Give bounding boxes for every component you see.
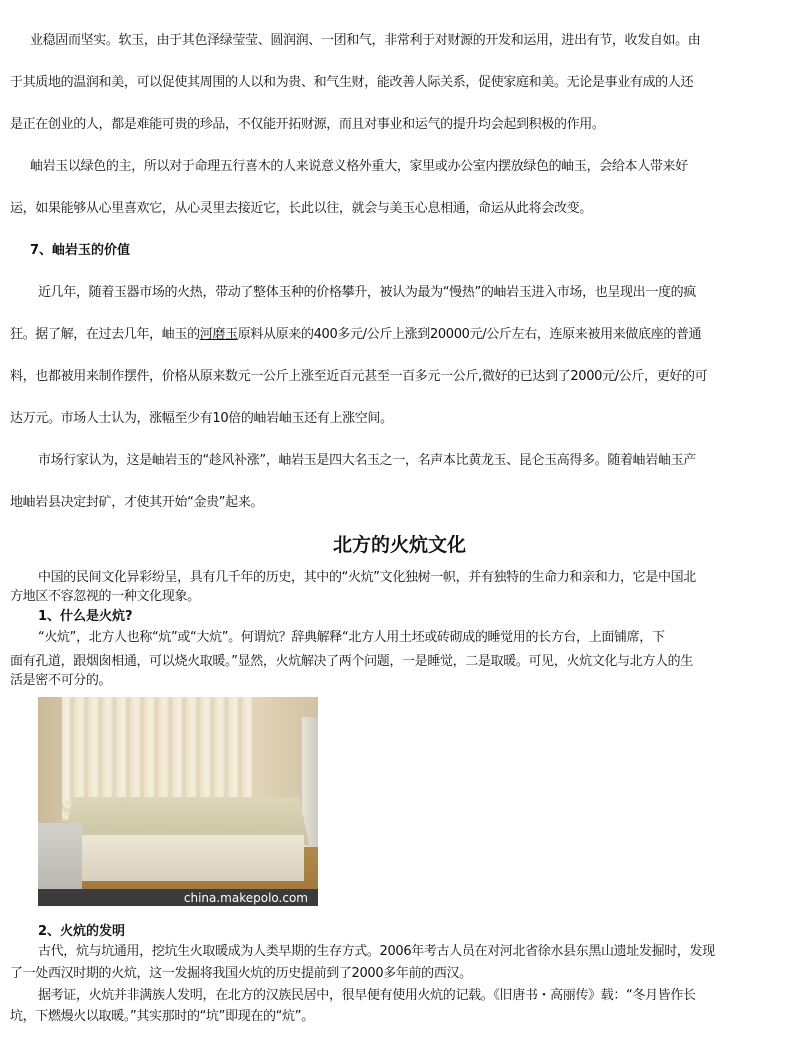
paragraph-line: 中国的民间文化异彩纷呈，具有几千年的历史，其中的“火炕”文化独树一帜，并有独特的生命力和亲和力，它是中国北 — [38, 570, 696, 585]
hemo-jade-link[interactable]: 河磨玉 — [199, 327, 238, 342]
text-segment: 原料从原来的400多元/公斤上涨到20000元/公斤左右，连原来被用来做底座的普通 — [237, 327, 702, 342]
paragraph-line: 坑，下燃熳火以取暖。”其实那时的“坑”即现在的“炕”。 — [10, 1009, 314, 1024]
paragraph-line: 方地区不容忽视的一种文化现象。 — [10, 589, 200, 604]
paragraph-line: “火炕”，北方人也称“炕”或“大炕”。何谓炕？辞典解释“北方人用土坯或砖砌成的睡觉用的长方台，上面铺席，下 — [38, 630, 665, 645]
paragraph-line: 地岫岩县决定封矿，才使其开始“金贵”起来。 — [10, 495, 264, 510]
photo-watermark: china.makepolo.com — [183, 891, 308, 905]
text-segment: 狂。据了解，在过去几年，岫玉的 — [10, 327, 200, 342]
paragraph-line: 近几年，随着玉器市场的火热，带动了整体玉种的价格攀升，被认为最为“慢热”的岫岩玉进入市场，也呈现出一度的疯 — [38, 285, 696, 300]
paragraph-line: 业稳固而坚实。软玉，由于其色泽绿莹莹、圆润润、一团和气，非常利于对财源的开发和运用，进出有节，收发自如。由 — [30, 33, 701, 48]
paragraph-line: 达万元。市场人士认为，涨幅至少有10倍的岫岩岫玉还有上涨空间。 — [10, 411, 393, 426]
section-heading-jade-value: 7、岫岩玉的价值 — [30, 243, 131, 258]
paragraph-line — [10, 323, 701, 342]
paragraph-line: 了一处西汉时期的火炕，这一发掘将我国火炕的历史提前到了2000多年前的西汉。 — [10, 966, 472, 981]
section-heading-what-is-kang: 1、什么是火炕? — [38, 609, 133, 624]
paragraph-line: 面有孔道，跟烟囱相通，可以烧火取暖。”显然，火炕解决了两个问题，一是睡觉，二是取暖。可见，火炕文化与北方人的生 — [10, 654, 693, 669]
photo-kang-front — [72, 835, 304, 881]
paragraph-line: 古代，炕与坑通用，挖坑生火取暖成为人类早期的生存方式。2006年考古人员在对河北省徐水县东黑山遗址发掘时，发现 — [38, 944, 715, 959]
paragraph-line: 运，如果能够从心里喜欢它，从心灵里去接近它，长此以往，就会与美玉心息相通，命运从此将会改变。 — [10, 201, 592, 216]
paragraph-line: 市场行家认为，这是岫岩玉的“趁风补涨”，岫岩玉是四大名玉之一，名声本比黄龙玉、昆仑玉高得多。随着岫岩岫玉产 — [38, 453, 696, 468]
paragraph-line: 据考证，火炕并非满族人发明，在北方的汉族民居中，很早便有使用火炕的记载。《旧唐书・高丽传》载：“冬月皆作长 — [38, 988, 696, 1003]
paragraph-line: 活是密不可分的。 — [10, 673, 112, 688]
paragraph-line: 岫岩玉以绿色的主，所以对于命理五行喜木的人来说意义格外重大，家里或办公室内摆放绿色的岫玉，会给本人带来好 — [30, 159, 688, 174]
photo-chair — [38, 823, 82, 893]
paragraph-line: 料，也都被用来制作摆件，价格从原来数元一公斤上涨至近百元甚至一百多元一公斤,微好的已达到了2000元/公斤，更好的可 — [10, 369, 708, 384]
paragraph-line: 于其质地的温润和美，可以促使其周围的人以和为贵、和气生财，能改善人际关系，促使家庭和美。无论是事业有成的人还 — [10, 75, 694, 90]
section-heading-kang-invention: 2、火炕的发明 — [38, 924, 126, 939]
paragraph-line: 是正在创业的人，都是难能可贵的珍品，不仅能开拓财源，而且对事业和运气的提升均会起到积极的作用。 — [10, 117, 605, 132]
page-title: 北方的火炕文化 — [332, 534, 466, 556]
kang-bed-photo — [38, 697, 318, 906]
